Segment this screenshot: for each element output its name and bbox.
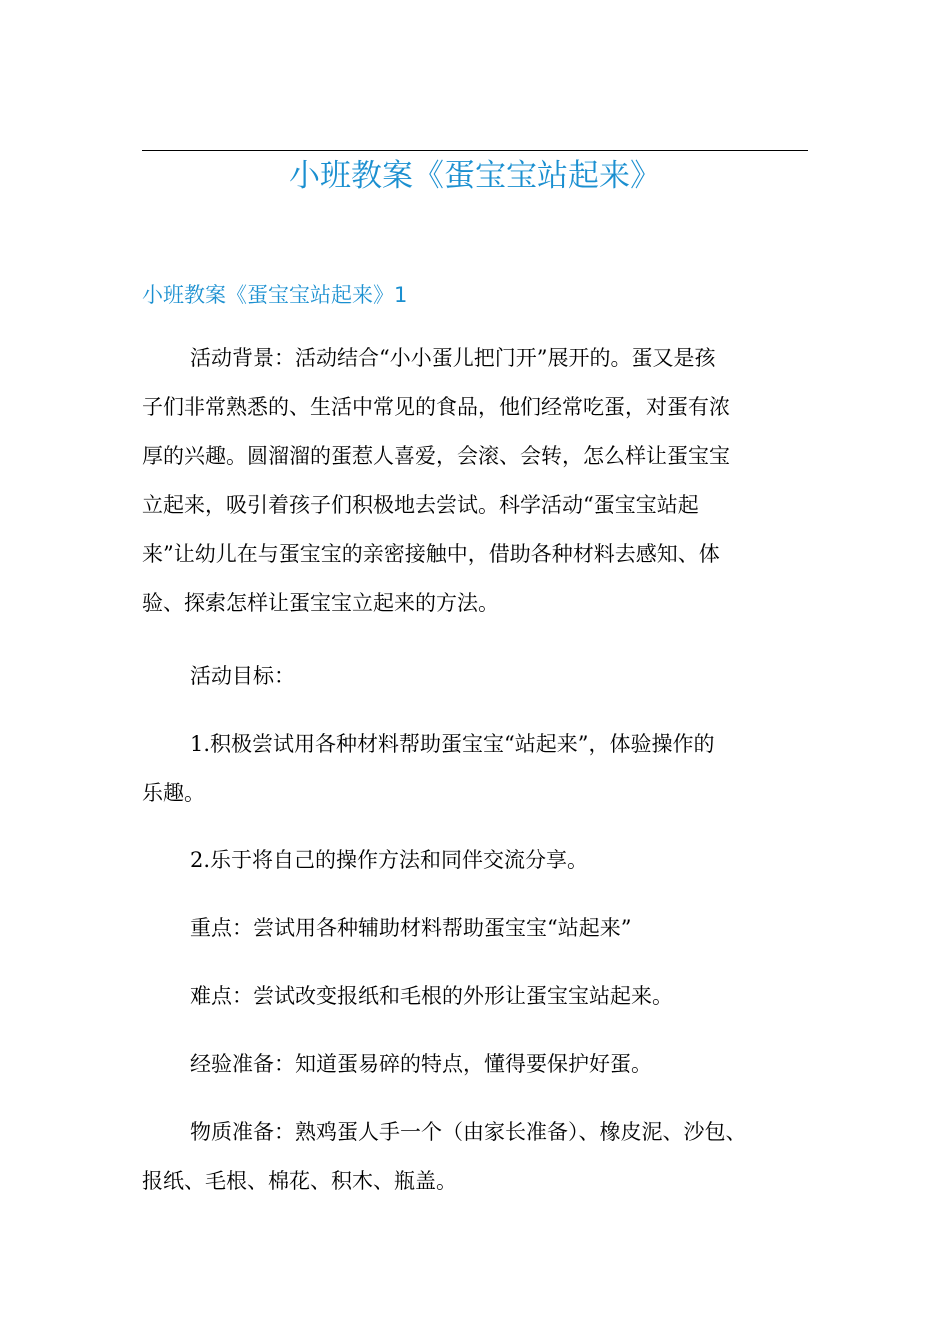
background-paragraph [142, 334, 814, 628]
background-line: 活动背景：活动结合“小小蛋儿把门开”展开的。蛋又是孩 [190, 346, 716, 370]
goals-label-text: 活动目标： [190, 664, 295, 688]
background-line: 来”让幼儿在与蛋宝宝的亲密接触中，借助各种材料去感知、体 [142, 542, 720, 566]
material-prep-paragraph [142, 1108, 814, 1206]
section-heading: 小班教案《蛋宝宝站起来》1 [142, 283, 408, 307]
material-prep-line: 报纸、毛根、棉花、积木、瓶盖。 [142, 1169, 457, 1193]
goal-1-line: 乐趣。 [142, 781, 205, 805]
key-point-line: 重点：尝试用各种辅助材料帮助蛋宝宝“站起来” [190, 916, 632, 940]
background-line: 立起来，吸引着孩子们积极地去尝试。科学活动“蛋宝宝站起 [142, 493, 699, 517]
key-point-paragraph [142, 904, 814, 953]
background-line: 子们非常熟悉的、生活中常见的食品，他们经常吃蛋，对蛋有浓 [142, 395, 730, 419]
background-line: 厚的兴趣。圆溜溜的蛋惹人喜爱，会滚、会转，怎么样让蛋宝宝 [142, 444, 730, 468]
experience-prep-paragraph [142, 1040, 814, 1089]
difficulty-paragraph [142, 972, 814, 1021]
header-rule [142, 150, 808, 151]
material-prep-line: 物质准备：熟鸡蛋人手一个（由家长准备）、橡皮泥、沙包、 [190, 1120, 747, 1144]
goal-2-line: 2.乐于将自己的操作方法和同伴交流分享。 [190, 848, 589, 872]
goal-1-line: 1.积极尝试用各种材料帮助蛋宝宝“站起来”，体验操作的 [190, 732, 715, 756]
experience-prep-line: 经验准备：知道蛋易碎的特点，懂得要保护好蛋。 [190, 1052, 652, 1076]
difficulty-line: 难点：尝试改变报纸和毛根的外形让蛋宝宝站起来。 [190, 984, 673, 1008]
goals-label [142, 652, 814, 701]
goal-2-paragraph [142, 836, 814, 885]
document-title: 小班教案《蛋宝宝站起来》 [289, 158, 661, 194]
goal-1-paragraph [142, 720, 814, 818]
background-line: 验、探索怎样让蛋宝宝立起来的方法。 [142, 591, 499, 615]
